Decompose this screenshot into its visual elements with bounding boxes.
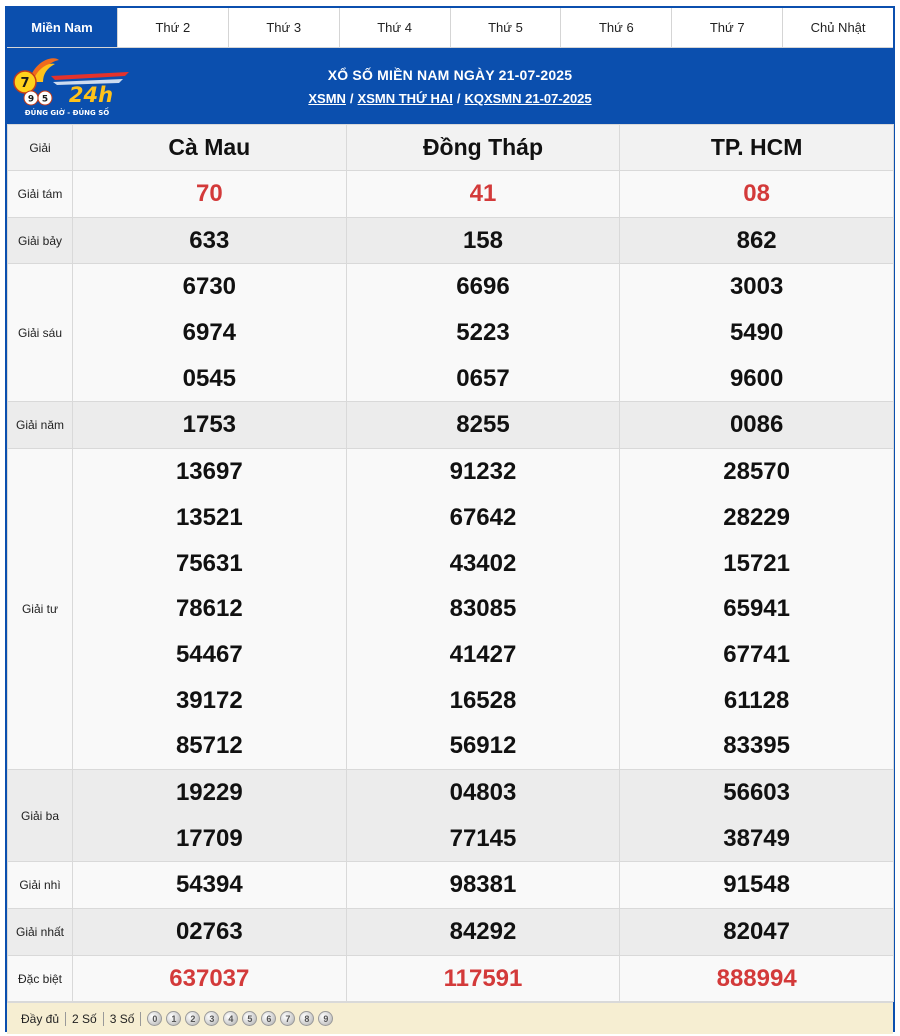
prize-cell-tp-hcm: [620, 909, 894, 956]
tab-thu-4[interactable]: Thứ 4: [339, 8, 450, 47]
prize-number: 862: [736, 226, 777, 254]
prize-number: 56603: [723, 778, 791, 806]
option-full[interactable]: Đầy đủ: [21, 1012, 66, 1026]
svg-text:ĐÚNG GIỜ - ĐÚNG SỐ: ĐÚNG GIỜ - ĐÚNG SỐ: [24, 109, 110, 117]
prize-number: 54394: [175, 871, 243, 899]
prize-number: 41427: [449, 640, 517, 668]
digit-ball-5[interactable]: 5: [242, 1011, 257, 1026]
prize-number: 633: [189, 226, 230, 254]
tab-thu-2[interactable]: Thứ 2: [117, 8, 228, 47]
tab-thu-3[interactable]: Thứ 3: [228, 8, 339, 47]
day-tabs: [7, 8, 893, 48]
prize-row-giai-nhat: [8, 909, 894, 956]
prize-number: 15721: [723, 549, 791, 577]
digit-filter: [147, 1011, 337, 1026]
prize-number: 84292: [449, 918, 517, 945]
results-header: [7, 48, 893, 124]
prize-cell-dong-thap: [346, 862, 620, 909]
prize-number: 54467: [175, 640, 243, 668]
prize-label: Giải năm: [8, 402, 73, 449]
prize-cell-ca-mau: [73, 449, 347, 770]
prize-number: 02763: [175, 918, 243, 945]
display-options-bar: [7, 1002, 893, 1034]
prize-number: 888994: [716, 964, 797, 992]
prize-number: 83395: [723, 732, 791, 760]
digit-ball-6[interactable]: 6: [261, 1011, 276, 1026]
digit-ball-3[interactable]: 3: [204, 1011, 219, 1026]
prize-cell-tp-hcm: [620, 217, 894, 264]
prize-number: 6730: [182, 273, 237, 301]
digit-ball-4[interactable]: 4: [223, 1011, 238, 1026]
prize-number: 28229: [723, 503, 791, 531]
link-kqxsmn-date[interactable]: KQXSMN 21-07-2025: [464, 90, 592, 106]
prize-cell-ca-mau: [73, 171, 347, 218]
prize-number: 08: [743, 180, 770, 207]
tab-thu-6[interactable]: Thứ 6: [560, 8, 671, 47]
prize-cell-dong-thap: [346, 402, 620, 449]
prize-number: 16528: [449, 686, 517, 714]
digit-ball-7[interactable]: 7: [280, 1011, 295, 1026]
prize-row-giai-bay: [8, 217, 894, 264]
prize-cell-ca-mau: [73, 955, 347, 1002]
prize-number: 39172: [175, 686, 243, 714]
province-header-dong-thap[interactable]: Đồng Tháp: [346, 125, 620, 171]
prize-cell-tp-hcm: [620, 769, 894, 861]
prize-row-giai-ba: [8, 769, 894, 861]
prize-number: 98381: [449, 871, 517, 899]
tab-mien-nam[interactable]: Miền Nam: [7, 8, 117, 47]
breadcrumb: XSMN / XSMN THỨ HAI / KQXSMN 21-07-2025: [308, 90, 592, 106]
prize-cell-dong-thap: [346, 264, 620, 402]
svg-text:7: 7: [20, 76, 30, 91]
prize-number: 9600: [729, 364, 784, 392]
option-2-digits[interactable]: 2 Số: [66, 1012, 104, 1026]
prize-number: 28570: [723, 458, 791, 486]
prize-number: 41: [469, 180, 497, 207]
prize-cell-ca-mau: [73, 769, 347, 861]
prize-row-dac-biet: [8, 955, 894, 1002]
province-header-row: [8, 125, 894, 171]
prize-cell-dong-thap: [346, 449, 620, 770]
tab-thu-5[interactable]: Thứ 5: [450, 8, 561, 47]
prize-number: 70: [195, 180, 223, 207]
prize-label: Giải sáu: [8, 264, 73, 402]
svg-text:9: 9: [27, 94, 35, 105]
site-logo[interactable]: [11, 54, 131, 118]
prize-number: 83085: [449, 595, 517, 623]
prize-number: 91232: [449, 458, 517, 486]
prize-number: 61128: [723, 686, 790, 714]
results-table: [7, 124, 894, 1002]
prize-number: 43402: [449, 549, 517, 577]
svg-text:24h: 24h: [68, 83, 114, 107]
prize-cell-ca-mau: [73, 402, 347, 449]
results-frame: [5, 6, 895, 1032]
prize-row-giai-tam: [8, 171, 894, 218]
prize-label: Đặc biệt: [8, 955, 73, 1002]
prize-number: 8255: [456, 411, 510, 439]
prize-number: 1753: [182, 411, 237, 439]
prize-number: 78612: [175, 595, 243, 623]
prize-number: 3003: [729, 273, 784, 301]
prize-row-giai-nhi: [8, 862, 894, 909]
prize-number: 637037: [169, 964, 250, 992]
prize-cell-dong-thap: [346, 769, 620, 861]
prize-number: 77145: [449, 824, 517, 852]
prize-cell-tp-hcm: [620, 171, 894, 218]
prize-cell-ca-mau: [73, 264, 347, 402]
prize-cell-tp-hcm: [620, 862, 894, 909]
prize-label: Giải nhất: [8, 909, 73, 956]
prize-number: 17709: [175, 824, 243, 852]
link-xsmn-thu-hai[interactable]: XSMN THỨ HAI: [357, 90, 453, 106]
prize-number: 67741: [723, 640, 791, 668]
prize-number: 6696: [456, 273, 510, 301]
prize-label: Giải bảy: [8, 217, 73, 264]
prize-cell-ca-mau: [73, 862, 347, 909]
digit-ball-1[interactable]: 1: [166, 1011, 181, 1026]
prize-number: 0657: [456, 364, 510, 392]
prize-row-giai-sau: [8, 264, 894, 402]
prize-cell-tp-hcm: [620, 264, 894, 402]
prize-column-header: Giải: [8, 125, 73, 171]
prize-label: Giải nhì: [8, 862, 73, 909]
prize-number: 13697: [175, 458, 243, 486]
prize-number: 5223: [456, 319, 510, 347]
digit-ball-2[interactable]: 2: [185, 1011, 200, 1026]
prize-number: 65941: [723, 595, 791, 623]
prize-number: 56912: [449, 732, 517, 760]
prize-label: Giải tám: [8, 171, 73, 218]
prize-number: 19229: [175, 778, 243, 806]
digit-ball-8[interactable]: 8: [299, 1011, 314, 1026]
prize-cell-dong-thap: [346, 955, 620, 1002]
prize-cell-dong-thap: [346, 171, 620, 218]
prize-cell-tp-hcm: [620, 449, 894, 770]
prize-number: 38749: [723, 824, 791, 852]
prize-label: Giải tư: [8, 449, 73, 770]
prize-cell-ca-mau: [73, 909, 347, 956]
prize-number: 13521: [175, 503, 243, 531]
prize-number: 0086: [729, 411, 784, 439]
prize-cell-dong-thap: [346, 217, 620, 264]
prize-row-giai-tu: [8, 449, 894, 770]
prize-number: 0545: [182, 364, 237, 392]
prize-cell-tp-hcm: [620, 955, 894, 1002]
prize-cell-tp-hcm: [620, 402, 894, 449]
digit-ball-0[interactable]: 0: [147, 1011, 162, 1026]
prize-number: 158: [462, 226, 503, 254]
link-xsmn[interactable]: XSMN: [308, 90, 346, 106]
tab-chu-nhat[interactable]: Chủ Nhật: [782, 8, 893, 47]
option-3-digits[interactable]: 3 Số: [104, 1012, 142, 1026]
prize-number: 85712: [175, 732, 243, 760]
svg-text:5: 5: [41, 94, 49, 105]
prize-row-giai-nam: [8, 402, 894, 449]
page-title: XỔ SỐ MIỀN NAM NGÀY 21-07-2025: [327, 66, 573, 83]
prize-number: 5490: [729, 319, 784, 347]
prize-label: Giải ba: [8, 769, 73, 861]
prize-cell-dong-thap: [346, 909, 620, 956]
prize-number: 75631: [175, 549, 243, 577]
prize-number: 91548: [723, 871, 791, 899]
prize-number: 82047: [723, 918, 791, 945]
prize-number: 04803: [449, 778, 517, 806]
province-header-ca-mau[interactable]: Cà Mau: [73, 125, 347, 171]
tab-thu-7[interactable]: Thứ 7: [671, 8, 782, 47]
digit-ball-9[interactable]: 9: [318, 1011, 333, 1026]
prize-cell-ca-mau: [73, 217, 347, 264]
province-header-tp-hcm[interactable]: TP. HCM: [620, 125, 894, 171]
prize-number: 6974: [182, 319, 237, 347]
prize-number: 117591: [443, 964, 523, 992]
prize-number: 67642: [449, 503, 517, 531]
